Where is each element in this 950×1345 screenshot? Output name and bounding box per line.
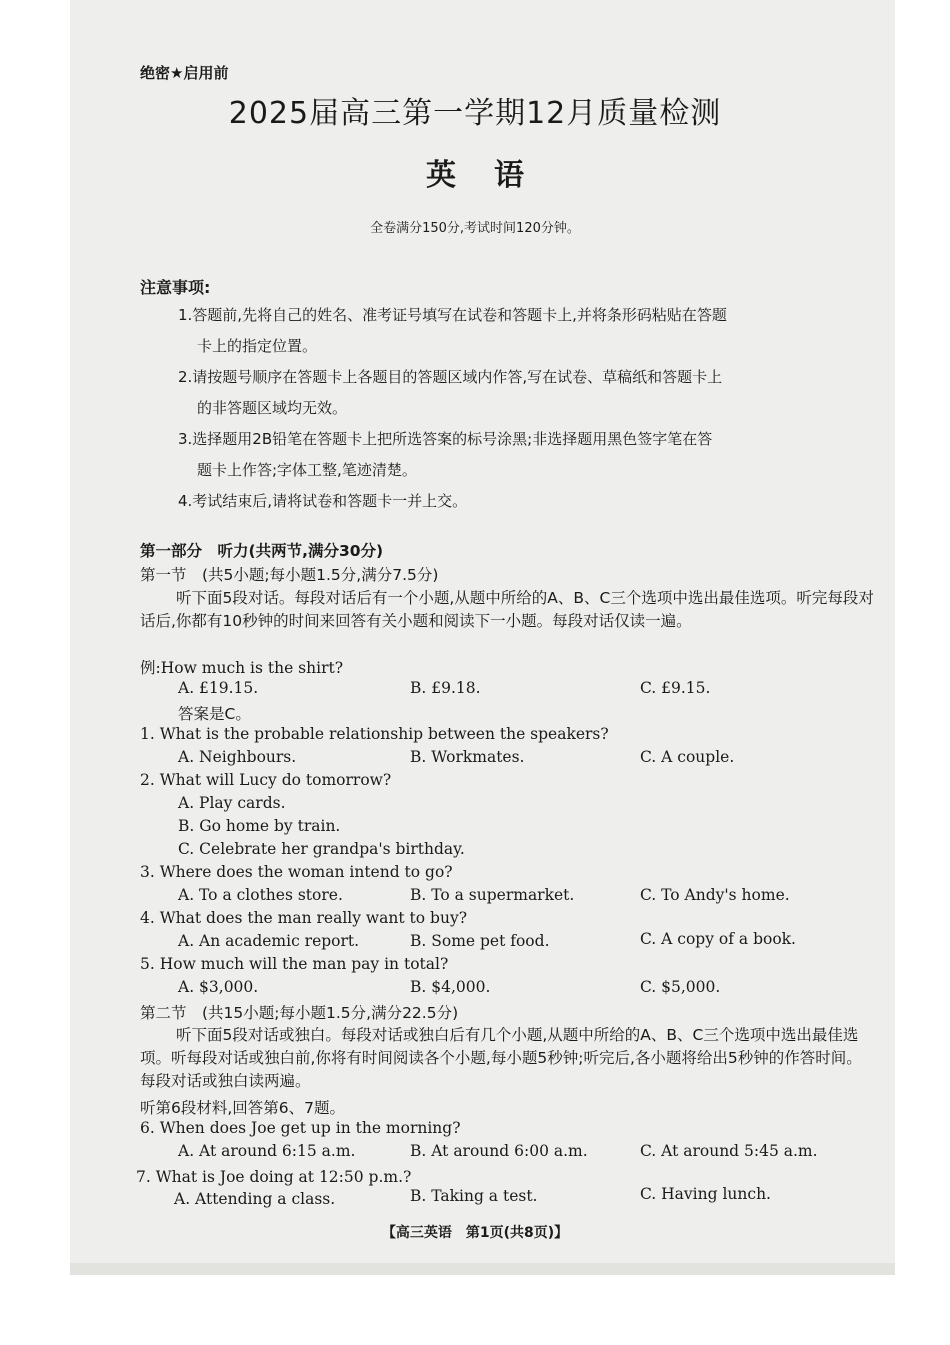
q1-option-a: A. Neighbours. [178,748,297,766]
section1-title: 第一节 (共5小题;每小题1.5分,满分7.5分) [140,566,439,584]
secret-label: 绝密★启用前 [140,64,229,82]
question-5: 5. How much will the man pay in total? [140,955,449,973]
q3-option-a: A. To a clothes store. [178,886,343,904]
example-option-c: C. £9.15. [640,679,711,697]
notice-item-2: 2.请按题号顺序在答题卡上各题目的答题区域内作答,写在试卷、草稿纸和答题卡上 的非答题区域均无效。 [178,368,723,417]
part1-title: 第一部分 听力(共两节,满分30分) [140,542,384,560]
question-4: 4. What does the man really want to buy? [140,909,468,927]
q6-option-b: B. At around 6:00 a.m. [410,1142,588,1160]
q7-option-a: A. Attending a class. [174,1190,336,1208]
notice-item-1: 1.答题前,先将自己的姓名、准考证号填写在试卷和答题卡上,并将条形码粘贴在答题 卡上的指定位置。 [178,306,727,355]
question-1: 1. What is the probable relationship between the speakers? [140,725,609,743]
question-3: 3. Where does the woman intend to go? [140,863,453,881]
q5-option-b: B. $4,000. [410,978,491,996]
example-option-a: A. £19.15. [178,679,259,697]
q7-option-c: C. Having lunch. [640,1185,771,1203]
q6-option-a: A. At around 6:15 a.m. [178,1142,356,1160]
question-2: 2. What will Lucy do tomorrow? [140,771,392,789]
notice-item-3: 3.选择题用2B铅笔在答题卡上把所选答案的标号涂黑;非选择题用黑色签字笔在答 题卡上作答;字体工整,笔迹清楚。 [178,430,713,479]
section1-instructions: 听下面5段对话。每段对话后有一个小题,从题中所给的A、B、C三个选项中选出最佳选项。听完每段对话后,你都有10秒钟的时间来回答有关小题和阅读下一小题。每段对话仅读一遍。 [140,589,874,630]
q3-option-c: C. To Andy's home. [640,886,790,904]
page-footer: 【高三英语 第1页(共8页)】 [381,1225,569,1241]
notice-list [178,300,878,517]
section2-instructions: 听下面5段对话或独白。每段对话或独白后有几个小题,从题中所给的A、B、C三个选项中选出最佳选项。听每段对话或独白前,你将有时间阅读各个小题,每小题5秒钟;听完后,各小题将给出5秒钟的作答时间。每段对话或独白读两遍。 [140,1026,862,1090]
score-info: 全卷满分150分,考试时间120分钟。 [370,221,580,236]
q1-option-c: C. A couple. [640,748,735,766]
example-option-b: B. £9.18. [410,679,481,697]
section2-title: 第二节 (共15小题;每小题1.5分,满分22.5分) [140,1004,459,1022]
q4-option-b: B. Some pet food. [410,932,550,950]
example-answer: 答案是C。 [178,705,251,723]
q3-option-b: B. To a supermarket. [410,886,575,904]
question-7: 7. What is Joe doing at 12:50 p.m.? [136,1168,412,1186]
q5-option-c: C. $5,000. [640,978,721,996]
subject-title: 英语 [426,158,562,193]
material-6-heading: 听第6段材料,回答第6、7题。 [140,1099,346,1117]
notice-heading: 注意事项: [140,278,211,297]
question-6: 6. When does Joe get up in the morning? [140,1119,461,1137]
q7-option-b: B. Taking a test. [410,1187,538,1205]
q2-option-a: A. Play cards. [178,794,286,812]
q5-option-a: A. $3,000. [178,978,259,996]
q4-option-c: C. A copy of a book. [640,930,796,948]
example-question: 例:How much is the shirt? [140,659,344,677]
q4-option-a: A. An academic report. [178,932,360,950]
q6-option-c: C. At around 5:45 a.m. [640,1142,818,1160]
exam-title: 2025届高三第一学期12月质量检测 [228,96,722,131]
q2-option-c: C. Celebrate her grandpa's birthday. [178,840,465,858]
notice-item-4: 4.考试结束后,请将试卷和答题卡一并上交。 [178,492,468,510]
q2-option-b: B. Go home by train. [178,817,341,835]
q1-option-b: B. Workmates. [410,748,525,766]
